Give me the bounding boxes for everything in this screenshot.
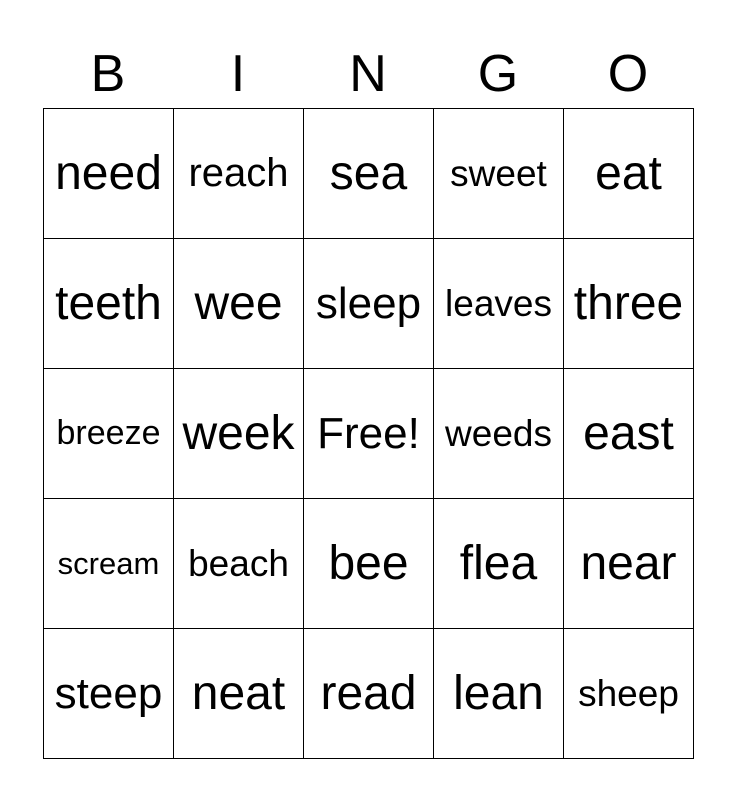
cell-word: lean <box>453 667 544 720</box>
bingo-cell[interactable] <box>174 239 304 369</box>
bingo-cell[interactable] <box>44 109 174 239</box>
bingo-cell[interactable] <box>434 629 564 759</box>
bingo-grid <box>43 108 694 759</box>
cell-word: sweet <box>450 152 547 194</box>
cell-word: bee <box>328 537 409 590</box>
cell-word: sleep <box>315 278 422 328</box>
bingo-cell[interactable] <box>44 499 174 629</box>
bingo-cell[interactable] <box>434 239 564 369</box>
bingo-cell[interactable] <box>304 109 434 239</box>
cell-word: sea <box>329 147 408 200</box>
bingo-cell[interactable] <box>564 629 694 759</box>
bingo-header <box>43 40 694 108</box>
free-space-label: Free! <box>317 408 420 458</box>
cell-word: sheep <box>578 672 679 714</box>
bingo-cell[interactable] <box>564 499 694 629</box>
header-letter-b: B <box>90 45 126 103</box>
cell-word: wee <box>194 277 283 330</box>
cell-word: weeds <box>445 412 552 454</box>
cell-word: read <box>320 667 417 720</box>
header-letter-i: I <box>230 45 246 103</box>
cell-word: breeze <box>56 414 161 452</box>
cell-word: east <box>583 407 674 460</box>
cell-word: need <box>55 147 162 200</box>
cell-word: beach <box>188 542 289 584</box>
cell-word: flea <box>459 537 538 590</box>
bingo-cell[interactable] <box>174 109 304 239</box>
bingo-cell[interactable] <box>174 369 304 499</box>
header-letter-g: G <box>477 45 519 103</box>
cell-word: scream <box>57 545 160 581</box>
bingo-cell[interactable] <box>564 109 694 239</box>
bingo-cell[interactable] <box>304 239 434 369</box>
cell-word: leaves <box>445 282 552 324</box>
bingo-cell[interactable] <box>174 629 304 759</box>
header-letter-n: N <box>349 45 387 103</box>
cell-word: near <box>580 537 677 590</box>
bingo-cell[interactable] <box>304 629 434 759</box>
bingo-cell[interactable] <box>564 239 694 369</box>
bingo-card <box>43 40 694 759</box>
bingo-cell[interactable] <box>44 629 174 759</box>
free-space-cell[interactable] <box>304 369 434 499</box>
bingo-cell[interactable] <box>434 109 564 239</box>
bingo-cell[interactable] <box>564 369 694 499</box>
bingo-cell[interactable] <box>304 499 434 629</box>
header-letter-o: O <box>607 45 649 103</box>
cell-word: reach <box>188 151 289 195</box>
cell-word: eat <box>595 147 662 200</box>
cell-word: week <box>182 407 295 460</box>
bingo-cell[interactable] <box>434 369 564 499</box>
cell-word: neat <box>191 667 286 720</box>
bingo-cell[interactable] <box>434 499 564 629</box>
cell-word: steep <box>54 668 163 718</box>
bingo-cell[interactable] <box>174 499 304 629</box>
cell-word: three <box>573 277 684 330</box>
bingo-cell[interactable] <box>44 239 174 369</box>
bingo-cell[interactable] <box>44 369 174 499</box>
cell-word: teeth <box>55 277 162 330</box>
